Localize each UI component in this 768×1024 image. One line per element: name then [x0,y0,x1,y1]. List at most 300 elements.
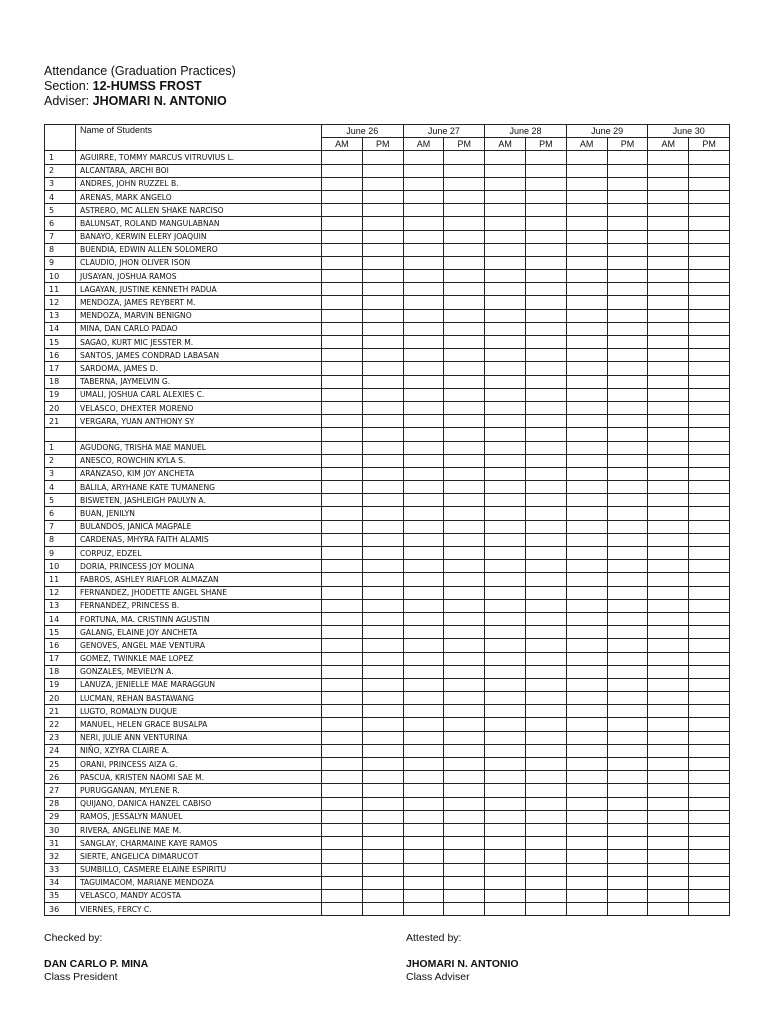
am-attendance-cell[interactable] [566,533,607,546]
pm-attendance-cell[interactable] [525,151,566,164]
am-attendance-cell[interactable] [566,705,607,718]
pm-attendance-cell[interactable] [362,204,403,217]
am-attendance-cell[interactable] [566,204,607,217]
pm-attendance-cell[interactable] [525,520,566,533]
am-attendance-cell[interactable] [322,692,363,705]
am-attendance-cell[interactable] [403,243,444,256]
pm-attendance-cell[interactable] [607,507,648,520]
am-attendance-cell[interactable] [485,151,526,164]
am-attendance-cell[interactable] [322,639,363,652]
pm-attendance-cell[interactable] [607,889,648,902]
am-attendance-cell[interactable] [403,481,444,494]
pm-attendance-cell[interactable] [689,388,730,401]
am-attendance-cell[interactable] [648,731,689,744]
am-attendance-cell[interactable] [566,810,607,823]
pm-attendance-cell[interactable] [689,349,730,362]
pm-attendance-cell[interactable] [607,797,648,810]
am-attendance-cell[interactable] [485,547,526,560]
pm-attendance-cell[interactable] [525,533,566,546]
pm-attendance-cell[interactable] [607,718,648,731]
am-attendance-cell[interactable] [566,692,607,705]
pm-attendance-cell[interactable] [444,336,485,349]
pm-attendance-cell[interactable] [607,204,648,217]
am-attendance-cell[interactable] [485,296,526,309]
pm-attendance-cell[interactable] [689,797,730,810]
am-attendance-cell[interactable] [566,164,607,177]
pm-attendance-cell[interactable] [607,573,648,586]
am-attendance-cell[interactable] [566,639,607,652]
pm-attendance-cell[interactable] [362,547,403,560]
pm-attendance-cell[interactable] [444,823,485,836]
am-attendance-cell[interactable] [566,415,607,428]
am-attendance-cell[interactable] [485,243,526,256]
pm-attendance-cell[interactable] [607,388,648,401]
am-attendance-cell[interactable] [322,599,363,612]
am-attendance-cell[interactable] [648,547,689,560]
pm-attendance-cell[interactable] [362,507,403,520]
pm-attendance-cell[interactable] [525,401,566,414]
pm-attendance-cell[interactable] [607,520,648,533]
am-attendance-cell[interactable] [566,797,607,810]
am-attendance-cell[interactable] [648,718,689,731]
pm-attendance-cell[interactable] [525,573,566,586]
pm-attendance-cell[interactable] [689,283,730,296]
am-attendance-cell[interactable] [322,731,363,744]
pm-attendance-cell[interactable] [689,467,730,480]
pm-attendance-cell[interactable] [607,692,648,705]
am-attendance-cell[interactable] [485,903,526,916]
pm-attendance-cell[interactable] [444,190,485,203]
am-attendance-cell[interactable] [322,507,363,520]
am-attendance-cell[interactable] [648,507,689,520]
am-attendance-cell[interactable] [648,903,689,916]
pm-attendance-cell[interactable] [525,876,566,889]
am-attendance-cell[interactable] [403,362,444,375]
am-attendance-cell[interactable] [566,560,607,573]
pm-attendance-cell[interactable] [607,454,648,467]
am-attendance-cell[interactable] [648,309,689,322]
pm-attendance-cell[interactable] [362,256,403,269]
am-attendance-cell[interactable] [322,428,363,441]
pm-attendance-cell[interactable] [689,837,730,850]
am-attendance-cell[interactable] [485,797,526,810]
pm-attendance-cell[interactable] [362,467,403,480]
pm-attendance-cell[interactable] [607,678,648,691]
am-attendance-cell[interactable] [566,758,607,771]
pm-attendance-cell[interactable] [444,441,485,454]
pm-attendance-cell[interactable] [444,362,485,375]
pm-attendance-cell[interactable] [689,230,730,243]
am-attendance-cell[interactable] [485,758,526,771]
am-attendance-cell[interactable] [566,467,607,480]
pm-attendance-cell[interactable] [525,230,566,243]
pm-attendance-cell[interactable] [362,863,403,876]
am-attendance-cell[interactable] [403,507,444,520]
am-attendance-cell[interactable] [648,850,689,863]
am-attendance-cell[interactable] [403,217,444,230]
pm-attendance-cell[interactable] [444,533,485,546]
pm-attendance-cell[interactable] [607,296,648,309]
am-attendance-cell[interactable] [485,876,526,889]
am-attendance-cell[interactable] [566,230,607,243]
pm-attendance-cell[interactable] [362,652,403,665]
pm-attendance-cell[interactable] [607,731,648,744]
pm-attendance-cell[interactable] [444,731,485,744]
am-attendance-cell[interactable] [403,349,444,362]
pm-attendance-cell[interactable] [362,243,403,256]
am-attendance-cell[interactable] [403,586,444,599]
am-attendance-cell[interactable] [648,270,689,283]
pm-attendance-cell[interactable] [525,823,566,836]
am-attendance-cell[interactable] [566,296,607,309]
am-attendance-cell[interactable] [648,494,689,507]
pm-attendance-cell[interactable] [607,256,648,269]
pm-attendance-cell[interactable] [689,309,730,322]
am-attendance-cell[interactable] [403,823,444,836]
pm-attendance-cell[interactable] [362,810,403,823]
am-attendance-cell[interactable] [403,771,444,784]
am-attendance-cell[interactable] [322,243,363,256]
am-attendance-cell[interactable] [566,771,607,784]
pm-attendance-cell[interactable] [689,599,730,612]
pm-attendance-cell[interactable] [362,837,403,850]
pm-attendance-cell[interactable] [362,481,403,494]
am-attendance-cell[interactable] [322,823,363,836]
am-attendance-cell[interactable] [648,217,689,230]
pm-attendance-cell[interactable] [525,665,566,678]
pm-attendance-cell[interactable] [444,230,485,243]
am-attendance-cell[interactable] [566,665,607,678]
am-attendance-cell[interactable] [322,626,363,639]
pm-attendance-cell[interactable] [444,507,485,520]
am-attendance-cell[interactable] [566,256,607,269]
am-attendance-cell[interactable] [566,190,607,203]
am-attendance-cell[interactable] [322,547,363,560]
am-attendance-cell[interactable] [485,599,526,612]
am-attendance-cell[interactable] [648,573,689,586]
pm-attendance-cell[interactable] [362,375,403,388]
pm-attendance-cell[interactable] [525,560,566,573]
pm-attendance-cell[interactable] [607,164,648,177]
pm-attendance-cell[interactable] [689,705,730,718]
am-attendance-cell[interactable] [485,586,526,599]
am-attendance-cell[interactable] [566,889,607,902]
am-attendance-cell[interactable] [648,296,689,309]
am-attendance-cell[interactable] [485,889,526,902]
pm-attendance-cell[interactable] [444,164,485,177]
am-attendance-cell[interactable] [403,797,444,810]
pm-attendance-cell[interactable] [444,388,485,401]
am-attendance-cell[interactable] [403,190,444,203]
am-attendance-cell[interactable] [322,520,363,533]
pm-attendance-cell[interactable] [362,665,403,678]
am-attendance-cell[interactable] [322,256,363,269]
pm-attendance-cell[interactable] [362,731,403,744]
pm-attendance-cell[interactable] [607,823,648,836]
am-attendance-cell[interactable] [403,256,444,269]
pm-attendance-cell[interactable] [444,415,485,428]
am-attendance-cell[interactable] [485,771,526,784]
pm-attendance-cell[interactable] [689,507,730,520]
pm-attendance-cell[interactable] [525,454,566,467]
pm-attendance-cell[interactable] [689,626,730,639]
pm-attendance-cell[interactable] [689,586,730,599]
pm-attendance-cell[interactable] [362,560,403,573]
pm-attendance-cell[interactable] [607,177,648,190]
am-attendance-cell[interactable] [648,481,689,494]
pm-attendance-cell[interactable] [444,771,485,784]
pm-attendance-cell[interactable] [362,876,403,889]
pm-attendance-cell[interactable] [362,428,403,441]
am-attendance-cell[interactable] [566,401,607,414]
am-attendance-cell[interactable] [485,507,526,520]
pm-attendance-cell[interactable] [607,586,648,599]
pm-attendance-cell[interactable] [525,810,566,823]
pm-attendance-cell[interactable] [607,349,648,362]
pm-attendance-cell[interactable] [525,863,566,876]
am-attendance-cell[interactable] [648,560,689,573]
am-attendance-cell[interactable] [485,639,526,652]
am-attendance-cell[interactable] [485,322,526,335]
am-attendance-cell[interactable] [485,837,526,850]
am-attendance-cell[interactable] [403,731,444,744]
am-attendance-cell[interactable] [322,362,363,375]
am-attendance-cell[interactable] [322,177,363,190]
am-attendance-cell[interactable] [403,837,444,850]
am-attendance-cell[interactable] [566,784,607,797]
am-attendance-cell[interactable] [648,797,689,810]
pm-attendance-cell[interactable] [525,256,566,269]
am-attendance-cell[interactable] [566,863,607,876]
pm-attendance-cell[interactable] [607,599,648,612]
pm-attendance-cell[interactable] [689,771,730,784]
am-attendance-cell[interactable] [648,586,689,599]
am-attendance-cell[interactable] [403,309,444,322]
pm-attendance-cell[interactable] [444,151,485,164]
pm-attendance-cell[interactable] [689,441,730,454]
pm-attendance-cell[interactable] [362,309,403,322]
pm-attendance-cell[interactable] [444,626,485,639]
pm-attendance-cell[interactable] [444,586,485,599]
pm-attendance-cell[interactable] [362,336,403,349]
pm-attendance-cell[interactable] [689,665,730,678]
am-attendance-cell[interactable] [322,863,363,876]
am-attendance-cell[interactable] [648,520,689,533]
pm-attendance-cell[interactable] [444,467,485,480]
pm-attendance-cell[interactable] [689,889,730,902]
pm-attendance-cell[interactable] [525,652,566,665]
pm-attendance-cell[interactable] [525,190,566,203]
pm-attendance-cell[interactable] [607,494,648,507]
pm-attendance-cell[interactable] [444,375,485,388]
am-attendance-cell[interactable] [485,731,526,744]
am-attendance-cell[interactable] [485,177,526,190]
am-attendance-cell[interactable] [403,718,444,731]
am-attendance-cell[interactable] [322,454,363,467]
pm-attendance-cell[interactable] [689,823,730,836]
pm-attendance-cell[interactable] [444,322,485,335]
pm-attendance-cell[interactable] [607,876,648,889]
am-attendance-cell[interactable] [485,349,526,362]
am-attendance-cell[interactable] [485,388,526,401]
pm-attendance-cell[interactable] [689,164,730,177]
am-attendance-cell[interactable] [485,863,526,876]
pm-attendance-cell[interactable] [444,560,485,573]
pm-attendance-cell[interactable] [607,362,648,375]
pm-attendance-cell[interactable] [362,296,403,309]
am-attendance-cell[interactable] [403,494,444,507]
pm-attendance-cell[interactable] [689,692,730,705]
pm-attendance-cell[interactable] [607,758,648,771]
am-attendance-cell[interactable] [403,164,444,177]
pm-attendance-cell[interactable] [444,243,485,256]
am-attendance-cell[interactable] [403,863,444,876]
am-attendance-cell[interactable] [566,823,607,836]
am-attendance-cell[interactable] [485,573,526,586]
am-attendance-cell[interactable] [485,520,526,533]
am-attendance-cell[interactable] [648,810,689,823]
am-attendance-cell[interactable] [648,533,689,546]
pm-attendance-cell[interactable] [607,771,648,784]
pm-attendance-cell[interactable] [689,481,730,494]
pm-attendance-cell[interactable] [525,758,566,771]
am-attendance-cell[interactable] [648,705,689,718]
am-attendance-cell[interactable] [403,520,444,533]
pm-attendance-cell[interactable] [444,204,485,217]
pm-attendance-cell[interactable] [525,850,566,863]
pm-attendance-cell[interactable] [444,837,485,850]
pm-attendance-cell[interactable] [607,309,648,322]
am-attendance-cell[interactable] [485,718,526,731]
pm-attendance-cell[interactable] [607,375,648,388]
am-attendance-cell[interactable] [648,388,689,401]
pm-attendance-cell[interactable] [362,388,403,401]
pm-attendance-cell[interactable] [689,520,730,533]
am-attendance-cell[interactable] [322,283,363,296]
am-attendance-cell[interactable] [322,889,363,902]
am-attendance-cell[interactable] [403,151,444,164]
pm-attendance-cell[interactable] [607,850,648,863]
am-attendance-cell[interactable] [566,243,607,256]
pm-attendance-cell[interactable] [525,375,566,388]
pm-attendance-cell[interactable] [362,744,403,757]
am-attendance-cell[interactable] [403,652,444,665]
am-attendance-cell[interactable] [485,626,526,639]
am-attendance-cell[interactable] [403,401,444,414]
am-attendance-cell[interactable] [322,810,363,823]
pm-attendance-cell[interactable] [689,612,730,625]
pm-attendance-cell[interactable] [444,810,485,823]
am-attendance-cell[interactable] [403,744,444,757]
am-attendance-cell[interactable] [322,612,363,625]
pm-attendance-cell[interactable] [362,283,403,296]
pm-attendance-cell[interactable] [689,810,730,823]
pm-attendance-cell[interactable] [607,190,648,203]
pm-attendance-cell[interactable] [525,481,566,494]
pm-attendance-cell[interactable] [444,665,485,678]
pm-attendance-cell[interactable] [525,270,566,283]
am-attendance-cell[interactable] [485,256,526,269]
am-attendance-cell[interactable] [403,573,444,586]
pm-attendance-cell[interactable] [607,481,648,494]
am-attendance-cell[interactable] [403,177,444,190]
pm-attendance-cell[interactable] [362,494,403,507]
am-attendance-cell[interactable] [322,560,363,573]
am-attendance-cell[interactable] [322,850,363,863]
am-attendance-cell[interactable] [322,586,363,599]
pm-attendance-cell[interactable] [607,283,648,296]
pm-attendance-cell[interactable] [525,217,566,230]
am-attendance-cell[interactable] [403,270,444,283]
am-attendance-cell[interactable] [566,652,607,665]
am-attendance-cell[interactable] [322,705,363,718]
am-attendance-cell[interactable] [403,626,444,639]
am-attendance-cell[interactable] [485,560,526,573]
pm-attendance-cell[interactable] [444,573,485,586]
pm-attendance-cell[interactable] [362,599,403,612]
am-attendance-cell[interactable] [403,533,444,546]
am-attendance-cell[interactable] [648,349,689,362]
am-attendance-cell[interactable] [403,230,444,243]
am-attendance-cell[interactable] [322,665,363,678]
am-attendance-cell[interactable] [485,309,526,322]
pm-attendance-cell[interactable] [362,823,403,836]
pm-attendance-cell[interactable] [689,678,730,691]
pm-attendance-cell[interactable] [689,190,730,203]
am-attendance-cell[interactable] [648,375,689,388]
pm-attendance-cell[interactable] [444,217,485,230]
pm-attendance-cell[interactable] [362,678,403,691]
pm-attendance-cell[interactable] [525,243,566,256]
am-attendance-cell[interactable] [566,718,607,731]
am-attendance-cell[interactable] [485,362,526,375]
pm-attendance-cell[interactable] [362,441,403,454]
pm-attendance-cell[interactable] [689,243,730,256]
pm-attendance-cell[interactable] [362,903,403,916]
am-attendance-cell[interactable] [485,283,526,296]
am-attendance-cell[interactable] [648,758,689,771]
pm-attendance-cell[interactable] [444,639,485,652]
am-attendance-cell[interactable] [403,388,444,401]
pm-attendance-cell[interactable] [689,639,730,652]
am-attendance-cell[interactable] [485,678,526,691]
am-attendance-cell[interactable] [403,336,444,349]
pm-attendance-cell[interactable] [525,494,566,507]
pm-attendance-cell[interactable] [362,586,403,599]
am-attendance-cell[interactable] [648,678,689,691]
am-attendance-cell[interactable] [322,401,363,414]
pm-attendance-cell[interactable] [689,560,730,573]
am-attendance-cell[interactable] [322,415,363,428]
pm-attendance-cell[interactable] [689,151,730,164]
am-attendance-cell[interactable] [566,507,607,520]
pm-attendance-cell[interactable] [689,863,730,876]
pm-attendance-cell[interactable] [689,718,730,731]
am-attendance-cell[interactable] [403,283,444,296]
pm-attendance-cell[interactable] [444,889,485,902]
am-attendance-cell[interactable] [403,322,444,335]
pm-attendance-cell[interactable] [444,850,485,863]
am-attendance-cell[interactable] [566,309,607,322]
am-attendance-cell[interactable] [322,837,363,850]
pm-attendance-cell[interactable] [525,283,566,296]
pm-attendance-cell[interactable] [689,731,730,744]
am-attendance-cell[interactable] [403,454,444,467]
pm-attendance-cell[interactable] [444,547,485,560]
pm-attendance-cell[interactable] [362,889,403,902]
pm-attendance-cell[interactable] [444,401,485,414]
pm-attendance-cell[interactable] [607,744,648,757]
